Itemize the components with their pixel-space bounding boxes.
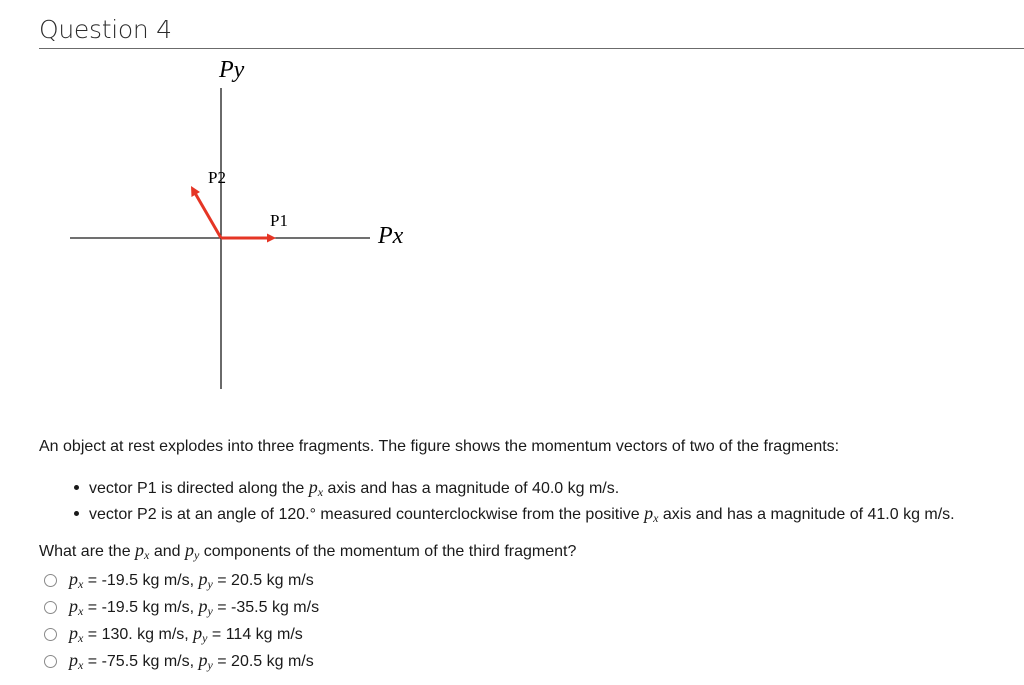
problem-statement: An object at rest explodes into three fragments. The figure shows the momentum vectors of two of the fragments:	[39, 438, 840, 455]
answer-option-label: $p_x = -75.5$ kg m/s, $p_y = 20.5$ kg m/s	[69, 650, 314, 672]
answer-option-2[interactable]	[44, 594, 319, 621]
answer-option-label: $p_x = -19.5$ kg m/s, $p_y = -35.5$ kg m/s	[69, 596, 320, 618]
title-divider	[39, 48, 1024, 49]
bullet-p2: vector P2 is at an angle of 120.° measured counterclockwise from the positive $p_x$ axis and has a magnitude of 41.0 kg m/s.	[71, 503, 955, 529]
py-symbol: $p_y$	[184, 540, 200, 562]
x-axis-label: Px	[378, 223, 404, 249]
radio-button[interactable]	[44, 574, 57, 587]
px-symbol: $p_x$	[308, 477, 324, 499]
answer-option-1[interactable]	[44, 567, 319, 594]
radio-button[interactable]	[44, 628, 57, 641]
vector-p1-label: P1	[270, 211, 288, 230]
momentum-figure	[60, 50, 480, 400]
answer-options	[44, 567, 319, 675]
vector-p1	[221, 234, 276, 243]
answer-option-4[interactable]	[44, 648, 319, 675]
answer-option-label: $p_x = -19.5$ kg m/s, $p_y = 20.5$ kg m/s	[69, 569, 314, 591]
radio-button[interactable]	[44, 655, 57, 668]
question-title: Question 4	[39, 15, 172, 44]
px-symbol: $p_x$	[644, 503, 659, 525]
answer-option-label: $p_x = 130$. kg m/s, $p_y = 114$ kg m/s	[69, 623, 303, 645]
bullet-p1: vector P1 is directed along the $p_x$ axis and has a magnitude of 40.0 kg m/s.	[71, 477, 955, 503]
radio-button[interactable]	[44, 601, 57, 614]
px-symbol: $p_x$	[135, 540, 150, 562]
y-axis-label: Py	[219, 57, 245, 83]
vector-p2	[191, 186, 221, 238]
answer-option-3[interactable]	[44, 621, 319, 648]
question-prompt: What are the $p_x$ and $p_y$ components of the momentum of the third fragment?	[39, 540, 577, 562]
vector-p2-label: P2	[208, 168, 226, 187]
given-vectors-list	[71, 477, 955, 529]
